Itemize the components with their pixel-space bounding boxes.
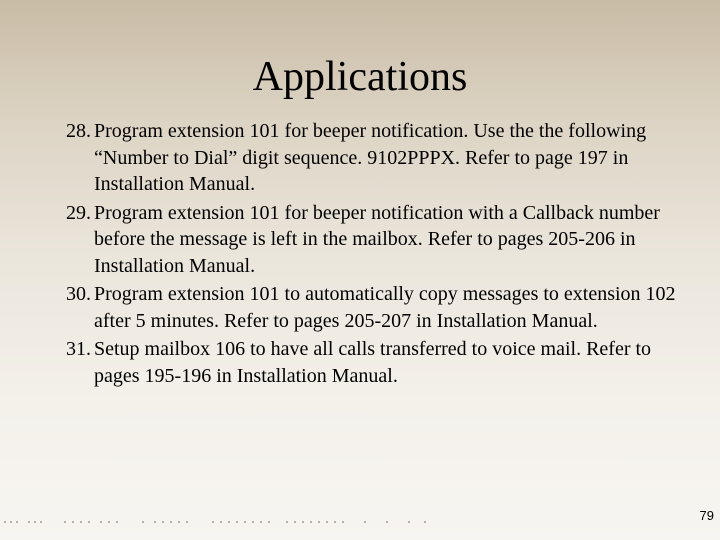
list-item-number: 30. — [66, 283, 91, 305]
footer-decoration — [2, 518, 442, 526]
list-item — [66, 118, 686, 198]
list-item-number: 29. — [66, 201, 91, 224]
list-item-text: Setup mailbox 106 to have all calls transferred to voice mail. Refer to pages 195-196 in Installation Manual. — [94, 338, 652, 387]
list-item-text: Program extension 101 for beeper notification. Use the the following “Number to Dial” digit sequence. 9102PPPX. Refer to page 197 in Installation Manual. — [94, 120, 647, 195]
list-item — [66, 281, 686, 334]
numbered-list — [66, 118, 686, 391]
list-item-text: Program extension 101 for beeper notification with a Callback number before the message is left in the mailbox. Refer to pages 205-206 in Installation Manual. — [94, 201, 660, 277]
list-item-number: 28. — [66, 120, 91, 142]
list-item — [66, 200, 686, 280]
list-item — [66, 336, 686, 389]
page-number: 79 — [699, 508, 714, 523]
list-item-number: 31. — [66, 338, 91, 360]
list-item-text: Program extension 101 to automatically copy messages to extension 102 after 5 minutes. Refer to pages 205-207 in Installation Manual. — [94, 283, 676, 332]
slide-title: Applications — [252, 54, 468, 100]
